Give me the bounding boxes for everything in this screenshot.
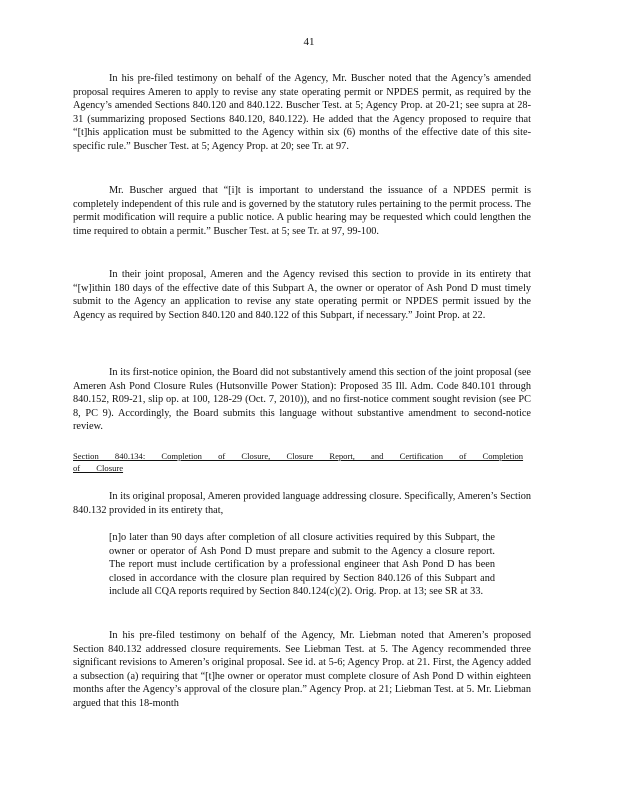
- paragraph-buscher-amended-proposal: In his pre-filed testimony on behalf of the Agency, Mr. Buscher noted that the Agency’s amended proposal requires Ameren to apply to revise any state operating permit or NPDES permit, as required by the Agency’s amended Sections 840.120 and 840.122. Buscher Test. at 5; Agency Prop. at 20-21; see supra at 28-31 (summarizing proposed Sections 840.120, 840.122). He added that the Agency proposed to require that “[t]his application must be submitted to the Agency within six (6) months of the effective date of this site-specific rule.” Buscher Test. at 5; Agency Prop. at 20; see Tr. at 97.: [73, 73, 531, 152]
- paragraph-first-notice-opinion: In its first-notice opinion, the Board did not substantively amend this section of the joint proposal (see Ameren Ash Pond Closure Rules (Hutsonville Power Station): Proposed 35 Ill. Adm. Code 840.101 through 840.152, R09-21, slip op. at 100, 128-29 (Oct. 7, 2010)), and no first-notice comment sought revision (see PC 8, PC 9). Accordingly, the Board submits this language without substantive amendment to second-notice review.: [73, 367, 531, 433]
- paragraph-liebman-testimony: In his pre-filed testimony on behalf of the Agency, Mr. Liebman noted that Ameren’s proposed Section 840.132 addressed closure requirements. See Liebman Test. at 5. The Agency recommended three significant revisions to Ameren’s original proposal. See id. at 5-6; Agency Prop. at 21. First, the Agency added a subsection (a) requiring that “[t]he owner or operator must complete closure of Ash Pond D within eighteen months after the Agency’s approval of the closure plan.” Agency Prop. at 21; Liebman Test. at 5. Mr. Liebman argued that this 18-month: [73, 630, 531, 709]
- section-heading: Section 840.134: Completion of Closure, Closure Report, and Certification of Completion of Closure: [73, 451, 524, 473]
- page-number: 41: [303, 36, 315, 48]
- paragraph-joint-proposal: In their joint proposal, Ameren and the Agency revised this section to provide in its entirety that “[w]ithin 180 days of the effective date of this Subpart A, the owner or operator of Ash Pond D must timely submit to the Agency an application to revise any state operating permit or NPDES permit issued by the Agency as required by Section 840.120 and 840.122 of this Subpart, if necessary.” Joint Prop. at 22.: [73, 269, 531, 321]
- paragraph-buscher-npdes-argument: Mr. Buscher argued that “[i]t is important to understand the issuance of a NPDES permit is completely independent of this rule and is governed by the statutory rules pertaining to the permit process. The permit modification will require a public notice. A public hearing may be requested which could lengthen the time required to obtain a permit.” Buscher Test. at 5; see Tr. at 97, 99-100.: [73, 185, 531, 237]
- paragraph-original-proposal: In its original proposal, Ameren provided language addressing closure. Specifically, Ameren’s Section 840.132 provided in its entirety that,: [73, 491, 531, 516]
- block-quote-section-840-132: [n]o later than 90 days after completion of all closure activities required by this Subpart, the owner or operator of Ash Pond D must prepare and submit to the Agency a closure report. The report must include certification by a professional engineer that Ash Pond D has been closed in accordance with the closure plan required by Section 840.126 of this Subpart and include all CQA reports required by Section 840.124(c)(2). Orig. Prop. at 13; see SR at 33.: [109, 532, 495, 598]
